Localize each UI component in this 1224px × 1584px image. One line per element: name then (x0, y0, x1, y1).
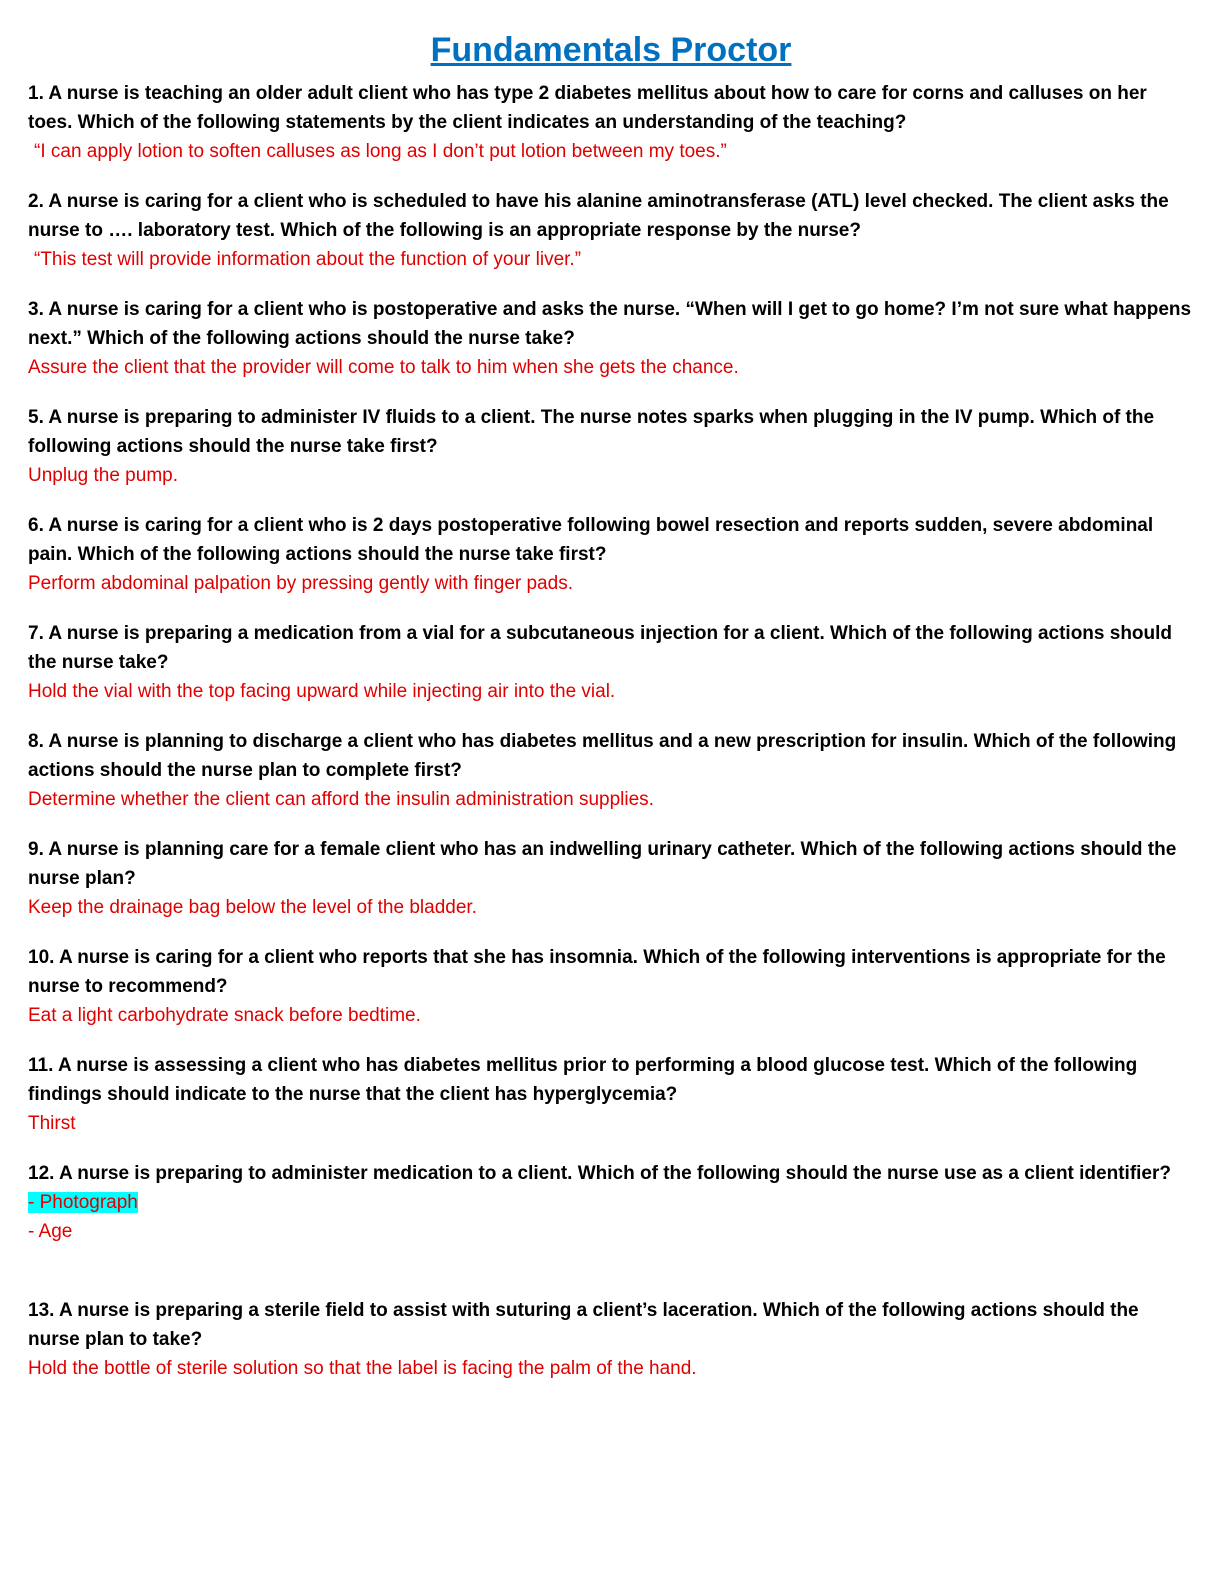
question-text: 7. A nurse is preparing a medication from a vial for a subcutaneous injection for a client. Which of the following actions should the nurse take? (28, 622, 1173, 673)
question-8 (28, 727, 1194, 814)
question-10 (28, 943, 1194, 1030)
answer-option-highlighted (28, 1188, 1194, 1217)
question-6 (28, 511, 1194, 598)
answer-text: “I can apply lotion to soften calluses as long as I don’t put lotion between my toes.” (34, 140, 727, 162)
answer-text: Determine whether the client can afford the insulin administration supplies. (28, 788, 654, 810)
answer-option: - Age (28, 1220, 73, 1242)
document-page (28, 30, 1194, 1404)
question-text: 2. A nurse is caring for a client who is scheduled to have his alanine aminotransferase (ATL) level checked. The client asks the nurse to …. laboratory test. Which of the following is an appropriate response by the nurse? (28, 190, 1169, 241)
answer-text: Perform abdominal palpation by pressing gently with finger pads. (28, 572, 573, 594)
answer-text: Hold the vial with the top facing upward while injecting air into the vial. (28, 680, 616, 702)
answer-text: Eat a light carbohydrate snack before bedtime. (28, 1004, 421, 1026)
answer-text: Unplug the pump. (28, 464, 178, 486)
question-text: 12. A nurse is preparing to administer medication to a client. Which of the following should the nurse use as a client identifier? (28, 1162, 1171, 1184)
question-2 (28, 187, 1194, 274)
question-5 (28, 403, 1194, 490)
question-text: 13. A nurse is preparing a sterile field to assist with suturing a client’s laceration. Which of the following actions should the nurse plan to take? (28, 1299, 1139, 1350)
question-text: 1. A nurse is teaching an older adult client who has type 2 diabetes mellitus about how to care for corns and calluses on her toes. Which of the following statements by the client indicates an understanding of the teaching? (28, 82, 1147, 133)
question-11 (28, 1051, 1194, 1138)
question-text: 8. A nurse is planning to discharge a client who has diabetes mellitus and a new prescription for insulin. Which of the following actions should the nurse plan to complete first? (28, 730, 1177, 781)
highlighted-answer: - Photograph (28, 1191, 138, 1213)
answer-text: Assure the client that the provider will come to talk to him when she gets the chance. (28, 356, 739, 378)
page-title: Fundamentals Proctor (430, 31, 792, 69)
answer-text: Thirst (28, 1112, 76, 1134)
question-9 (28, 835, 1194, 922)
question-7 (28, 619, 1194, 706)
question-text: 11. A nurse is assessing a client who has diabetes mellitus prior to performing a blood glucose test. Which of the following findings should indicate to the nurse that the client has hyperglycemia? (28, 1054, 1138, 1105)
question-13 (28, 1296, 1194, 1383)
question-text: 10. A nurse is caring for a client who reports that she has insomnia. Which of the following interventions is appropriate for the nurse to recommend? (28, 946, 1166, 997)
question-1 (28, 79, 1194, 166)
question-12 (28, 1159, 1194, 1246)
question-text: 9. A nurse is planning care for a female client who has an indwelling urinary catheter. Which of the following actions should the nurse plan? (28, 838, 1177, 889)
answer-text: “This test will provide information about the function of your liver.” (34, 248, 582, 270)
question-text: 5. A nurse is preparing to administer IV fluids to a client. The nurse notes sparks when plugging in the IV pump. Which of the following actions should the nurse take first? (28, 406, 1155, 457)
answer-text: Hold the bottle of sterile solution so that the label is facing the palm of the hand. (28, 1357, 697, 1379)
question-text: 6. A nurse is caring for a client who is 2 days postoperative following bowel resection and reports sudden, severe abdominal pain. Which of the following actions should the nurse take first? (28, 514, 1154, 565)
question-3 (28, 295, 1194, 382)
answer-text: Keep the drainage bag below the level of the bladder. (28, 896, 477, 918)
question-text: 3. A nurse is caring for a client who is postoperative and asks the nurse. “When will I get to go home? I’m not sure what happens next.” Which of the following actions should the nurse take? (28, 298, 1192, 349)
